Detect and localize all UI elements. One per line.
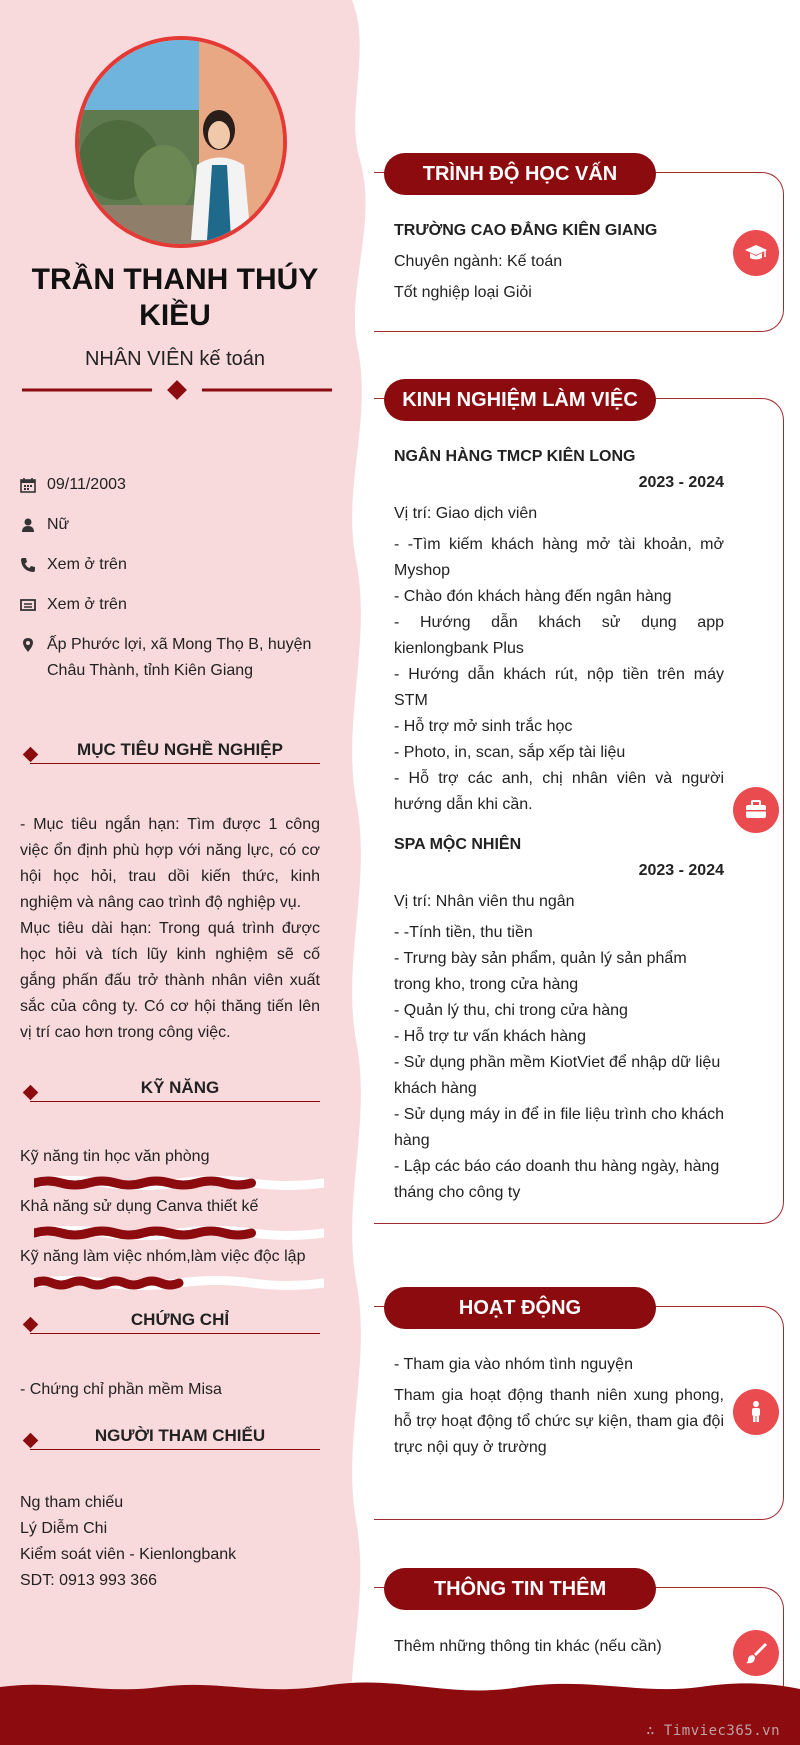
- skill-level-bar: [34, 1176, 324, 1190]
- skill-level-bar: [34, 1276, 324, 1290]
- job-duties: - -Tìm kiếm khách hàng mở tài khoản, mở Myshop - Chào đón khách hàng đến ngân hàng - Hướng dẫn khách sử dụng app kienlongbank Plus - Hướng dẫn khách rút, nộp tiền trên máy STM - Hỗ trợ mở sinh trắc học - Photo, in, scan, sắp xếp tài liệu - Hỗ trợ các anh, chị nhân viên và người hướng dẫn khi cần.: [394, 536, 724, 813]
- experience-content: [394, 444, 724, 1206]
- contact-gender: Nữ: [20, 512, 330, 538]
- objective-section-title: MỤC TIÊU NGHỀ NGHIỆP: [20, 740, 320, 764]
- job-period: 2023 - 2024: [638, 862, 724, 879]
- education-major: Chuyên ngành: Kế toán: [394, 253, 563, 270]
- job-duties: - -Tính tiền, thu tiền - Trưng bày sản phẩm, quản lý sản phẩm trong kho, trong cửa hàng - Quản lý thu, chi trong cửa hàng - Hỗ trợ tư vấn khách hàng - Sử dụng phần mềm KiotViet để nhập dữ liệu khách hàng - Sử dụng máy in để in file liệu trình cho khách hàng - Lập các báo cáo doanh thu hàng ngày, hàng tháng cho công ty: [394, 924, 724, 1201]
- education-section-title: TRÌNH ĐỘ HỌC VẤN: [384, 153, 656, 195]
- certificates-section-title: CHỨNG CHỈ: [20, 1310, 320, 1334]
- calendar-icon: [20, 477, 36, 493]
- extra-info-text: Thêm những thông tin khác (nếu cần): [394, 1638, 662, 1655]
- contact-birthdate: 09/11/2003: [20, 472, 330, 498]
- contact-email: Xem ở trên: [20, 592, 330, 618]
- activities-content: [394, 1352, 724, 1461]
- job-position: Vị trí: Giao dịch viên: [394, 505, 538, 522]
- user-icon: [20, 517, 36, 533]
- references-section-title: NGƯỜI THAM CHIẾU: [20, 1426, 320, 1450]
- skill-label: Khả năng sử dụng Canva thiết kế: [20, 1198, 259, 1215]
- education-grade: Tốt nghiệp loại Giỏi: [394, 284, 532, 301]
- company-name: SPA MỘC NHIÊN: [394, 836, 522, 853]
- avatar: [75, 36, 287, 248]
- phone-icon: [20, 557, 36, 573]
- contact-phone: Xem ở trên: [20, 552, 330, 578]
- graduation-cap-icon: [733, 230, 779, 276]
- company-name: NGÂN HÀNG TMCP KIÊN LONG: [394, 448, 636, 465]
- activity-item: - Tham gia vào nhóm tình nguyện: [394, 1356, 633, 1373]
- activity-description: Tham gia hoạt động thanh niên xung phong, hỗ trợ hoạt động tổ chức sự kiện, tham gia đội trực nội quy ở trường: [394, 1387, 724, 1456]
- job-position: Vị trí: Nhân viên thu ngân: [394, 893, 575, 910]
- skill-label: Kỹ năng tin học văn phòng: [20, 1148, 210, 1165]
- skills-section-title: KỸ NĂNG: [20, 1078, 320, 1102]
- briefcase-icon: [733, 787, 779, 833]
- location-icon: [20, 637, 36, 653]
- skill-label: Kỹ năng làm việc nhóm,làm việc độc lập: [20, 1248, 306, 1265]
- watermark: ∴ Timviec365.vn: [646, 1723, 780, 1739]
- email-icon: [20, 597, 36, 613]
- extra-info-section-title: THÔNG TIN THÊM: [384, 1568, 656, 1610]
- paintbrush-icon: [733, 1630, 779, 1676]
- school-name: TRƯỜNG CAO ĐẲNG KIÊN GIANG: [394, 222, 658, 239]
- job-title: NHÂN VIÊN kế toán: [84, 348, 266, 370]
- contact-address: Ấp Phước lợi, xã Mong Thọ B, huyện Châu Thành, tỉnh Kiên Giang: [20, 632, 330, 684]
- job-period: 2023 - 2024: [638, 474, 724, 491]
- name-divider: [22, 380, 332, 400]
- experience-section-title: KINH NGHIỆM LÀM VIỆC: [384, 379, 656, 421]
- activities-section-title: HOẠT ĐỘNG: [384, 1287, 656, 1329]
- certificates-text: - Chứng chỉ phần mềm Misa: [20, 1381, 222, 1398]
- person-icon: [733, 1389, 779, 1435]
- education-content: [394, 218, 724, 306]
- candidate-name: TRẦN THANH THÚY KIỀU: [31, 263, 319, 332]
- objective-text: - Mục tiêu ngắn hạn: Tìm được 1 công việc ổn định phù hợp với năng lực, có cơ hội học hỏi, trau dồi kiến thức, kinh nghiệm và nâng cao trình độ nghiệp vụ. Mục tiêu dài hạn: Trong quá trình được học hỏi và tích lũy kinh nghiệm sẽ cố gắng phấn đấu trở thành nhân viên xuất sắc của công ty. Có cơ hội thăng tiến lên vị trí cao hơn trong công việc.: [20, 816, 320, 1041]
- skill-level-bar: [34, 1226, 324, 1240]
- references-text: Ng tham chiếu Lý Diễm Chi Kiểm soát viên - Kienlongbank SDT: 0913 993 366: [20, 1494, 237, 1589]
